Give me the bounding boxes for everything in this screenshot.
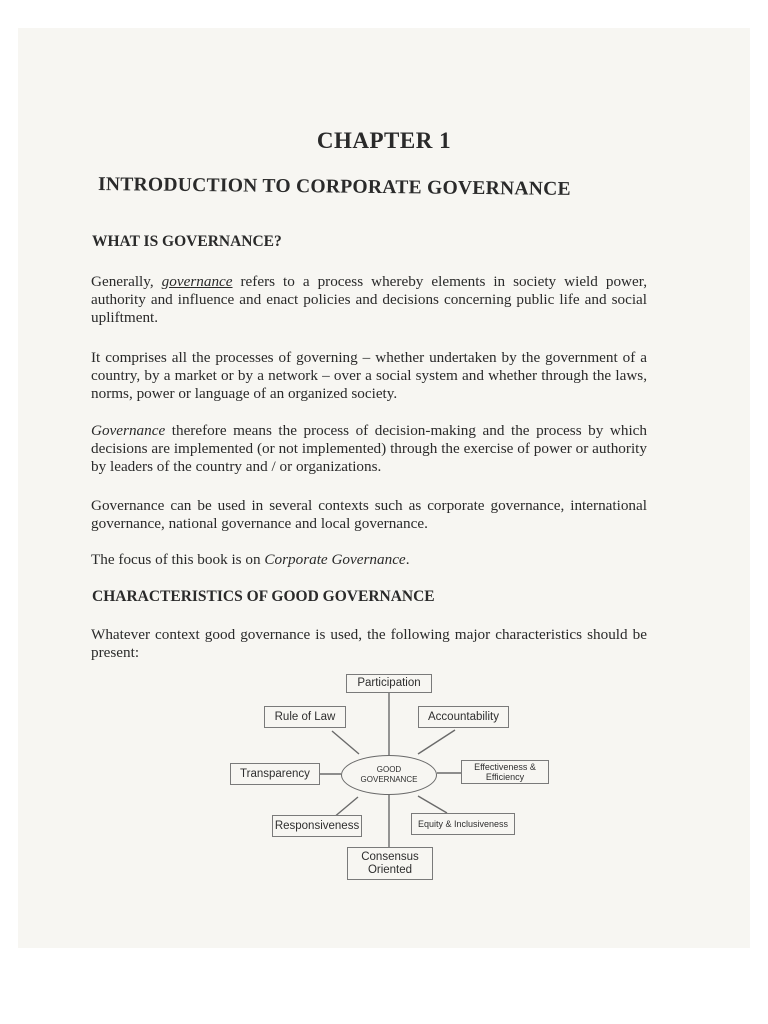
paragraph-contexts: Governance can be used in several contexts such as corporate governance, international governance, national governance and local governance. (91, 497, 647, 532)
node-participation: Participation (346, 674, 432, 693)
chapter-heading: CHAPTER 1 (316, 128, 452, 153)
node-responsiveness: Responsiveness (272, 815, 362, 837)
good-governance-diagram (225, 672, 555, 884)
connector-accountability (418, 730, 455, 754)
paragraph-decision-making (91, 422, 647, 476)
term-governance: governance (161, 273, 233, 290)
section-heading-characteristics: CHARACTERISTICS OF GOOD GOVERNANCE (92, 588, 435, 605)
paragraph-text: . (405, 551, 410, 568)
node-label-line2: Efficiency (485, 772, 525, 782)
node-label-line1: Effectiveness & (474, 762, 536, 772)
term-corporate-governance: Corporate Governance (264, 551, 406, 568)
paragraph-characteristics-intro: Whatever context good governance is used, the following major characteristics should be present: (91, 626, 647, 661)
node-label-line2: Oriented (367, 863, 413, 876)
chapter-title: INTRODUCTION TO CORPORATE GOVERNANCE (97, 174, 571, 200)
term-governance-italic: Governance (91, 422, 166, 439)
node-consensus-oriented (347, 847, 433, 880)
paragraph-focus (91, 551, 647, 569)
paragraph-text: refers to a process whereby elements in society wield power, authority and influence and enact policies and decisions concerning public life and social upliftment. (91, 273, 647, 326)
center-label-line2: GOVERNANCE (360, 775, 418, 784)
paragraph-text: therefore means the process of decision-making and the process by which decisions are implemented (or not implemented) through the exercise of power or authority by leaders of the country and / or organizations. (91, 422, 647, 475)
paragraph-text: The focus of this book is on (91, 551, 265, 568)
connector-equity (418, 796, 447, 813)
section-heading-what-is-governance: WHAT IS GOVERNANCE? (92, 233, 282, 250)
paragraph-text: Generally, (91, 273, 162, 290)
diagram-center-node (341, 755, 437, 795)
center-label-line1: GOOD (376, 765, 402, 774)
paragraph-processes: It comprises all the processes of governing – whether undertaken by the government of a country, by a market or by a network – over a social system and whether through the laws, norms, power or language of an organized society. (91, 349, 647, 402)
node-accountability: Accountability (418, 706, 509, 728)
page-margin (0, 948, 768, 1024)
connector-rule-of-law (332, 731, 359, 754)
node-transparency: Transparency (230, 763, 320, 785)
node-rule-of-law: Rule of Law (264, 706, 346, 728)
paragraph-definition (91, 273, 647, 327)
node-effectiveness-efficiency (461, 760, 549, 784)
node-equity-inclusiveness: Equity & Inclusiveness (411, 813, 515, 835)
node-label-line1: Consensus (361, 850, 419, 863)
